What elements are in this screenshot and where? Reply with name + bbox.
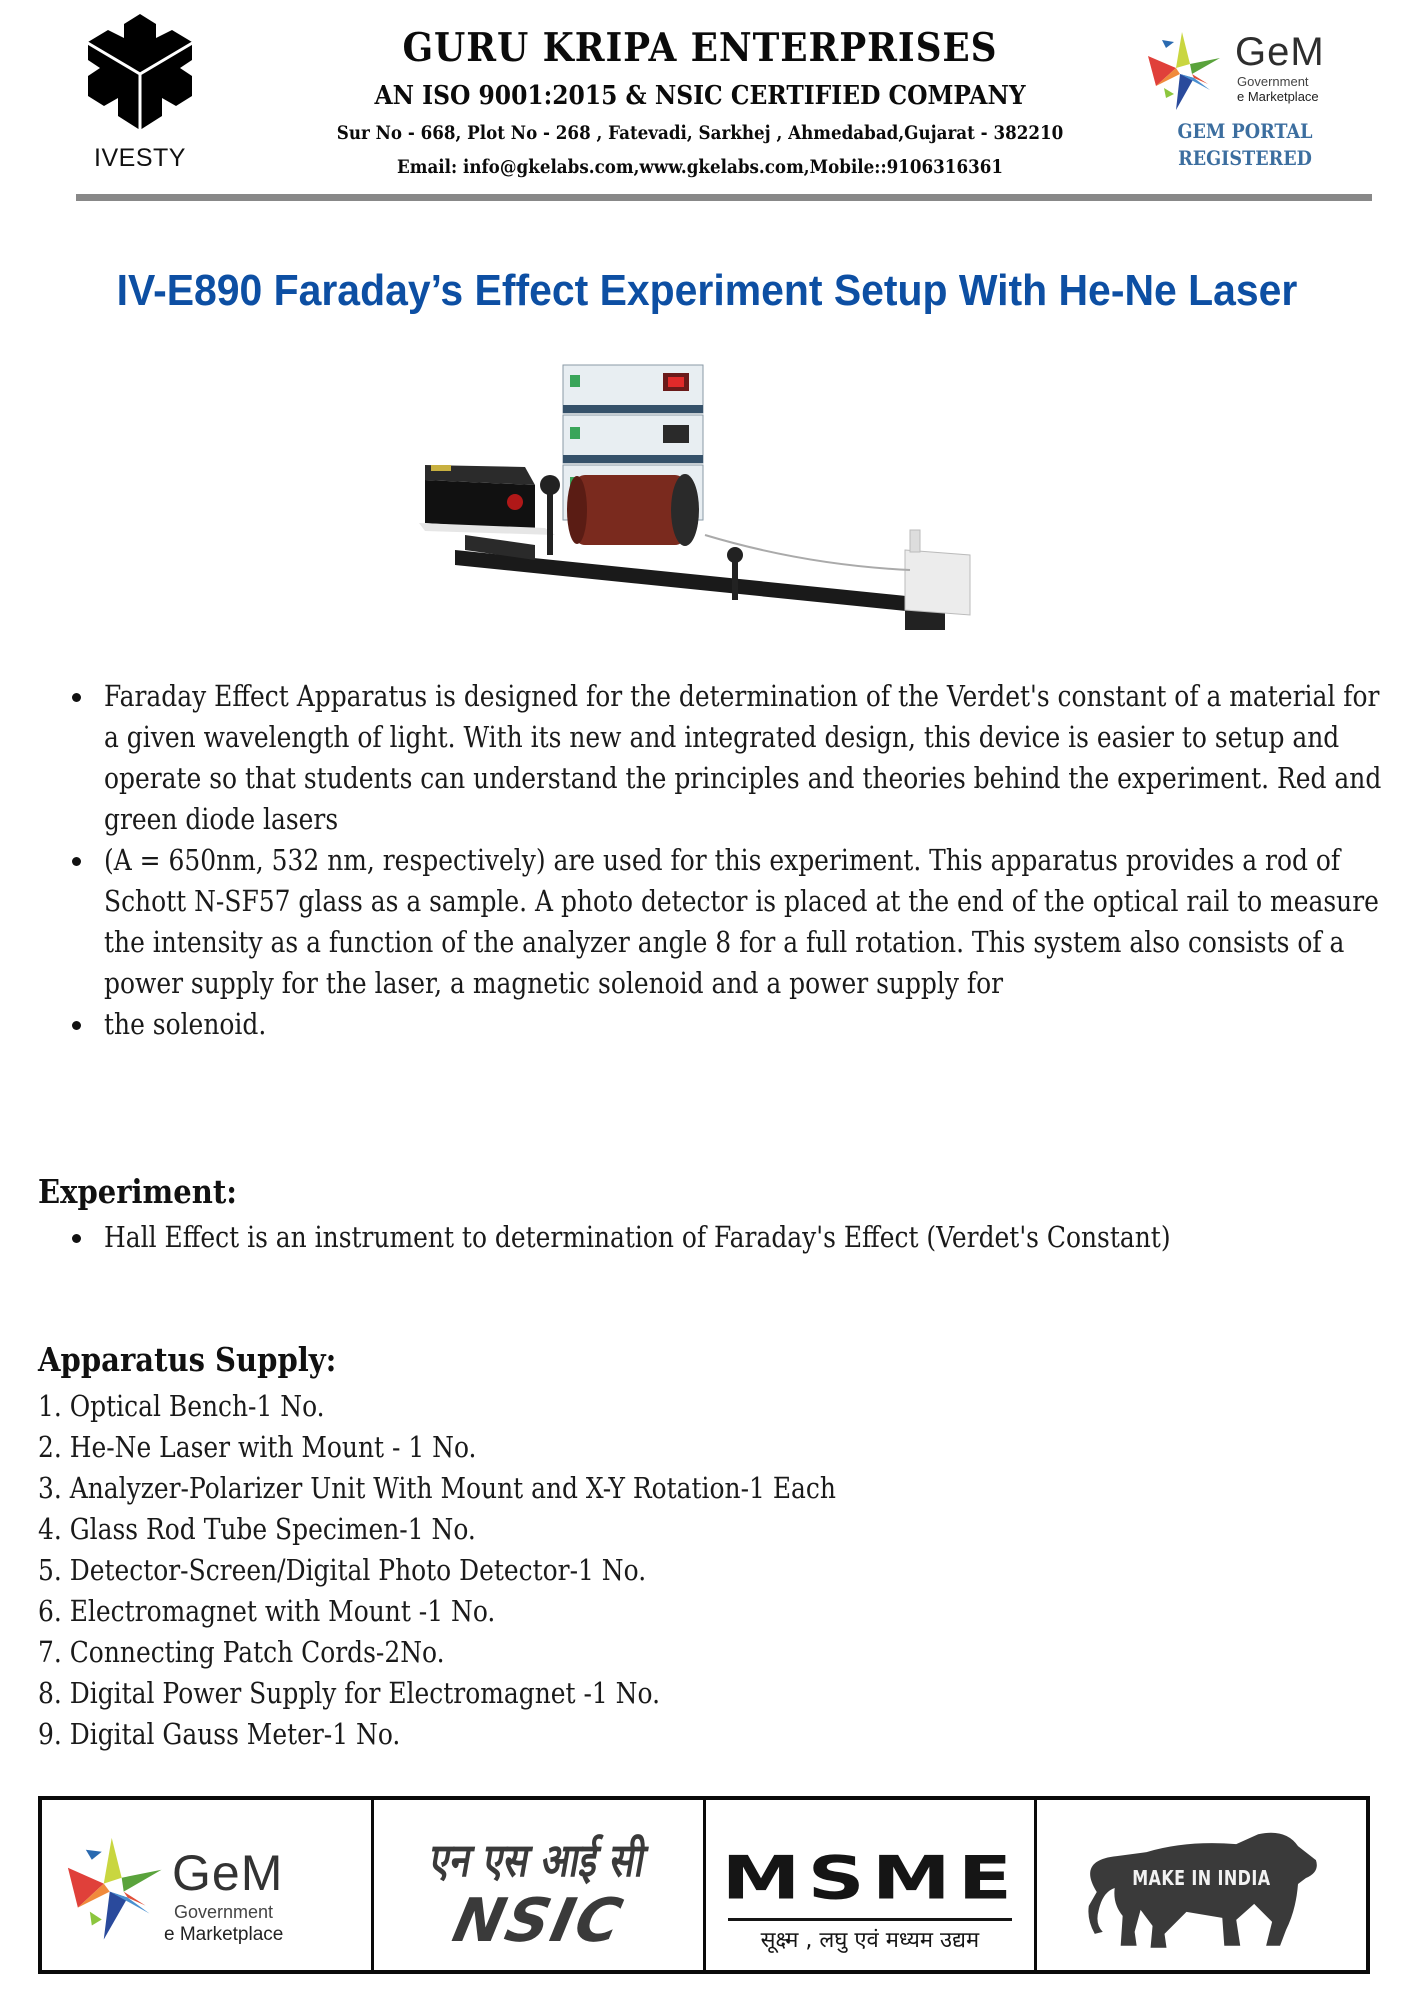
gem-header-logo: [1140, 22, 1370, 182]
certification-line: AN ISO 9001:2015 & NSIC CERTIFIED COMPANY: [374, 81, 1026, 111]
experiment-list: [60, 1217, 1400, 1258]
experiment-item: [60, 1217, 1400, 1258]
company-address: Sur No - 668, Plot No - 268 , Fatevadi, Sarkhej , Ahmedabad,Gujarat - 382210: [336, 122, 1064, 144]
msme-divider: [728, 1918, 1013, 1921]
msme-hindi-text: सूक्ष्म , लघु एवं मध्यम उद्यम: [760, 1928, 980, 1953]
product-title: IV-E890 Faraday’s Effect Experiment Setup With He-Ne Laser: [116, 266, 1298, 315]
apparatus-item: 8. Digital Power Supply for Electromagnet -1 No.: [38, 1676, 661, 1710]
ivesty-cube-icon: [80, 12, 200, 137]
experiment-text: Hall Effect is an instrument to determination of Faraday's Effect (Verdet's Constant): [104, 1220, 1171, 1254]
certification-logos-strip: [38, 1796, 1370, 1974]
company-contact: Email: info@gkelabs.com,www.gkelabs.com,Mobile::9106316361: [397, 156, 1003, 178]
gem-portal-line2: REGISTERED: [1178, 146, 1312, 170]
gem-subtitle-government: Government: [174, 1902, 274, 1922]
gem-wordmark: GeM: [1235, 30, 1325, 74]
ivesty-logo: [80, 12, 200, 172]
gem-portal-registered: [1153, 118, 1338, 172]
gem-subtitle-marketplace: e Marketplace: [1237, 89, 1319, 104]
ivesty-logo-text: IVESTY: [94, 144, 186, 172]
make-in-india-text: MAKE IN INDIA: [1132, 1866, 1271, 1890]
gem-portal-line1: GEM PORTAL: [1177, 119, 1313, 143]
description-bullet: [60, 676, 1400, 840]
apparatus-list: [38, 1386, 966, 1755]
apparatus-item: 6. Electromagnet with Mount -1 No.: [38, 1594, 496, 1628]
gem-subtitle-marketplace: e Marketplace: [164, 1924, 284, 1945]
description-bullet: [60, 1004, 1400, 1045]
description-text: (A = 650nm, 532 nm, respectively) are used for this experiment. This apparatus provides a rod of Schott N-SF57 glass as a sample. A photo detector is placed at the end of the optical rail to measure the intensity as a function of the analyzer angle 8 for a full rotation. This system also consists of a power supply for the laser, a magnetic solenoid and a power supply for: [104, 843, 1379, 1000]
description-text: the solenoid.: [104, 1007, 267, 1041]
company-name: GURU KRIPA ENTERPRISES: [402, 25, 998, 71]
msme-logo: [706, 1800, 1038, 1970]
gem-wordmark: GeM: [172, 1845, 284, 1901]
product-image: [405, 345, 1015, 655]
header-divider: [76, 194, 1372, 201]
description-bullet: [60, 840, 1400, 1004]
gem-subtitle-government: Government: [1237, 74, 1309, 89]
msme-wordmark: MSME: [721, 1843, 1019, 1914]
nsic-english-text: NSIC: [446, 1886, 630, 1956]
apparatus-item: 7. Connecting Patch Cords-2No.: [38, 1635, 445, 1669]
nsic-hindi-text: एन एस आई सी: [425, 1833, 650, 1887]
nsic-logo: [374, 1800, 706, 1970]
apparatus-item: 2. He-Ne Laser with Mount - 1 No.: [38, 1430, 477, 1464]
apparatus-item: 1. Optical Bench-1 No.: [38, 1389, 325, 1423]
company-info: [250, 22, 1150, 184]
experiment-heading: Experiment:: [38, 1172, 238, 1211]
apparatus-item: 9. Digital Gauss Meter-1 No.: [38, 1717, 401, 1751]
gem-footer-logo: [42, 1800, 374, 1970]
letterhead: [0, 0, 1414, 210]
description-text: Faraday Effect Apparatus is designed for the determination of the Verdet's constant of a material for a given wavelength of light. With its new and integrated design, this device is easier to setup and operate so that students can understand the principles and theories behind the experiment. Red and green diode lasers: [104, 679, 1382, 836]
apparatus-item: 3. Analyzer-Polarizer Unit With Mount and X-Y Rotation-1 Each: [38, 1471, 836, 1505]
apparatus-heading: Apparatus Supply:: [38, 1340, 337, 1379]
description-list: [60, 676, 1400, 1045]
gem-star-icon: [1146, 28, 1222, 112]
faraday-setup-illustration: [405, 345, 1015, 655]
make-in-india-logo: [1037, 1800, 1366, 1970]
apparatus-item: 5. Detector-Screen/Digital Photo Detector-1 No.: [38, 1553, 647, 1587]
apparatus-item: 4. Glass Rod Tube Specimen-1 No.: [38, 1512, 476, 1546]
